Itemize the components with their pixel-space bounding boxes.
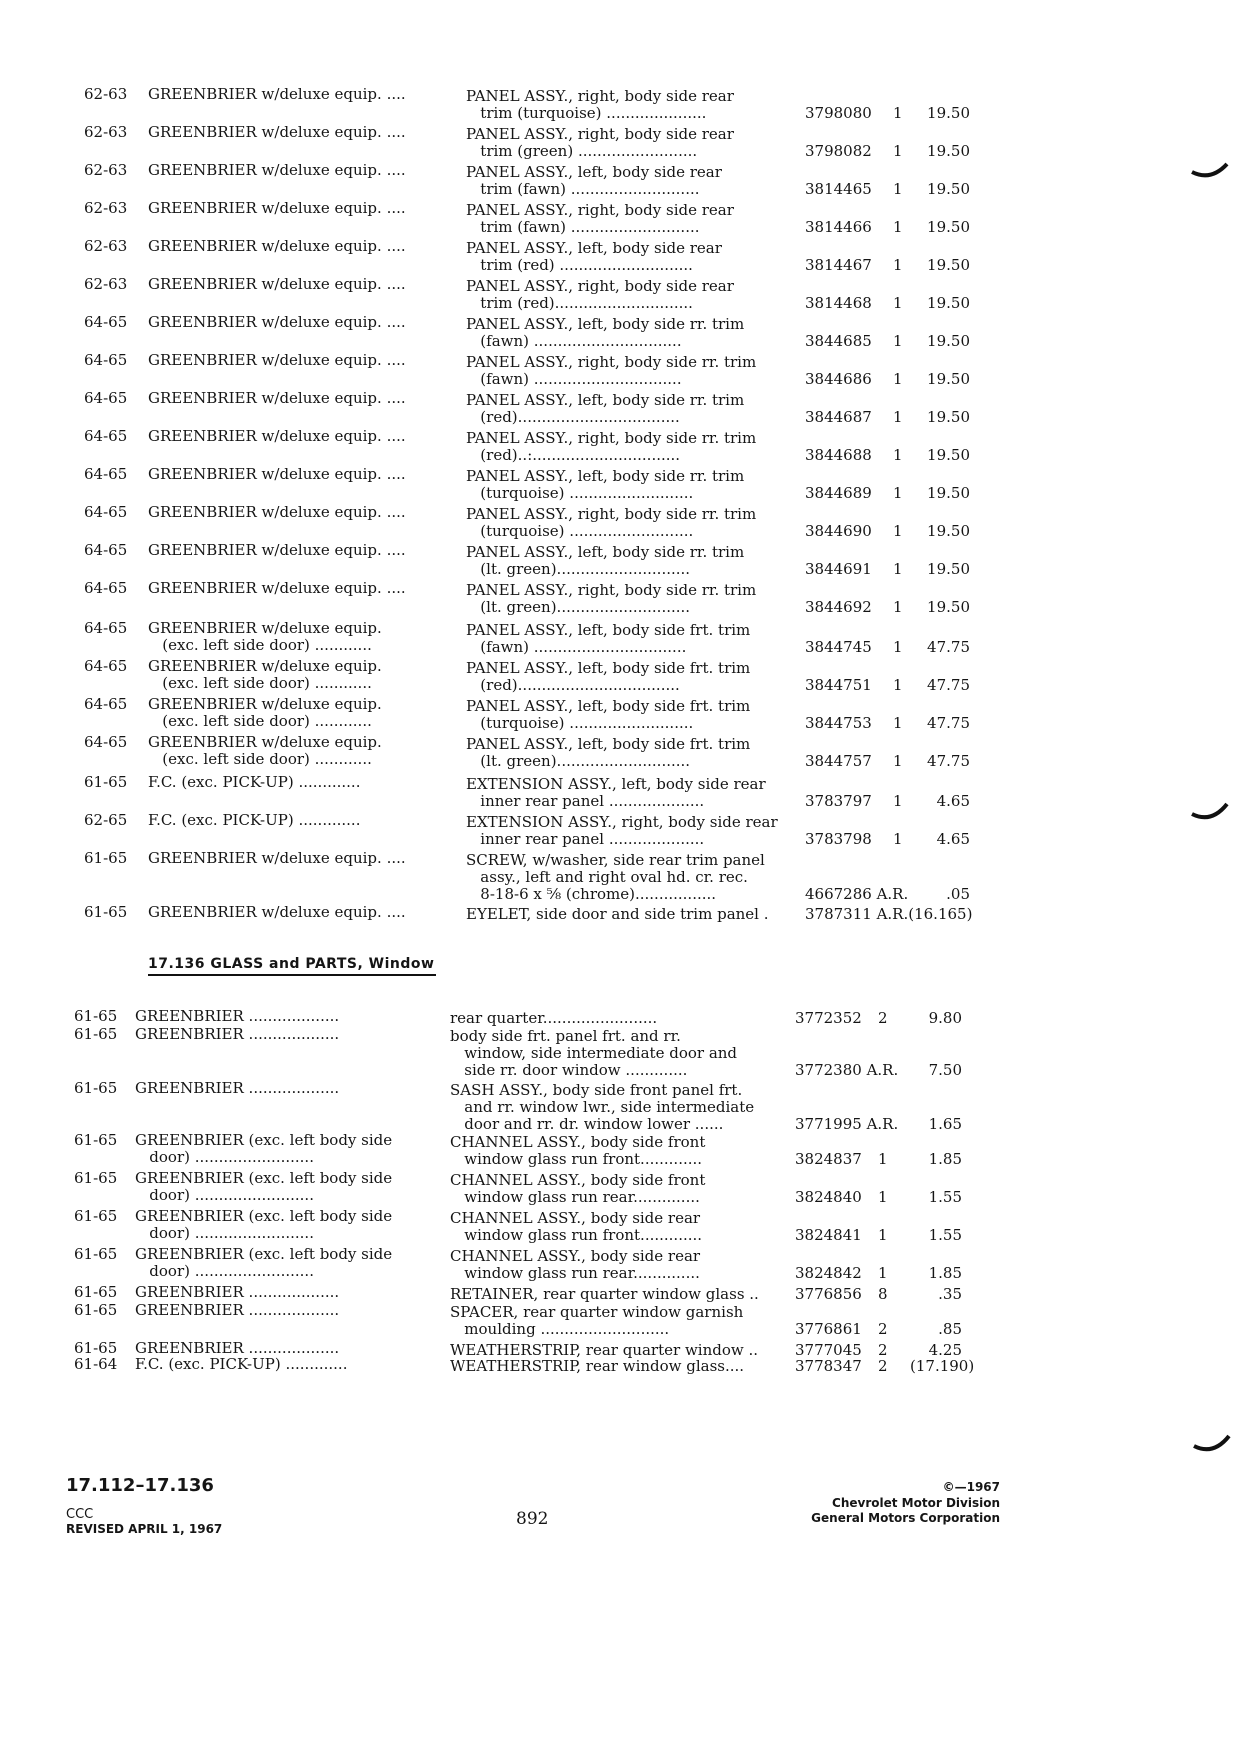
description-line: PANEL ASSY., right, body side rr. trim [466,581,757,599]
quantity: 1 [878,1150,888,1168]
part-number: 3824841 [795,1226,862,1244]
check-mark-icon [1190,800,1230,826]
price: (17.190) [910,1357,975,1375]
application: GREENBRIER ................... [135,1007,340,1025]
application: GREENBRIER w/deluxe equip. .... [148,313,406,331]
description-line: moulding ........................... [450,1320,670,1338]
part-number: 3844691 [805,560,872,578]
year-range: 64-65 [84,657,128,675]
application: GREENBRIER w/deluxe equip. .... [148,427,406,445]
description-line: window glass run rear.............. [450,1264,700,1282]
quantity: 1 [893,484,903,502]
application: GREENBRIER (exc. left body side door) ......................... [135,1245,393,1280]
price: 19.50 [927,294,970,312]
description-line: WEATHERSTRIP, rear quarter window .. [450,1341,759,1359]
quantity: 1 [893,104,903,122]
application: GREENBRIER w/deluxe equip. .... [148,465,406,483]
year-range: 61-65 [84,849,128,867]
description-line: window glass run front............. [450,1150,703,1168]
price: 47.75 [927,638,970,656]
price: 4.65 [936,792,970,810]
quantity: 1 [893,676,903,694]
description-line: trim (green) ......................... [466,142,698,160]
description-line: PANEL ASSY., right, body side rear [466,201,734,219]
year-range: 64-65 [84,389,128,407]
year-range: 61-65 [74,1025,118,1043]
year-range: 64-65 [84,313,128,331]
description-line: PANEL ASSY., left, body side frt. trim [466,697,751,715]
application: GREENBRIER w/deluxe equip. .... [148,903,406,921]
quantity: 1 [893,370,903,388]
application: F.C. (exc. PICK-UP) ............. [148,773,361,791]
part-number: 3783797 [805,792,872,810]
part-number: 3798080 [805,104,872,122]
application: GREENBRIER w/deluxe equip. .... [148,237,406,255]
description-line: SASH ASSY., body side front panel frt. [450,1081,743,1099]
year-range: 61-64 [74,1355,118,1373]
quantity: 8 [878,1285,888,1303]
price: 19.50 [927,142,970,160]
description-line: PANEL ASSY., left, body side rr. trim [466,391,745,409]
price: 4.65 [936,830,970,848]
part-number: 3844751 [805,676,872,694]
quantity: 1 [893,522,903,540]
description-line: trim (red)............................. [466,294,693,312]
year-range: 64-65 [84,541,128,559]
description-line: (turquoise) .......................... [466,714,694,732]
application: GREENBRIER w/deluxe equip. (exc. left side door) ............ [148,657,382,692]
year-range: 64-65 [84,695,128,713]
year-range: 64-65 [84,351,128,369]
description-line: side rr. door window ............. [450,1061,688,1079]
description-line: PANEL ASSY., right, body side rear [466,87,734,105]
year-range: 61-65 [74,1245,118,1263]
part-number: 3798082 [805,142,872,160]
quantity: 1 [893,294,903,312]
part-number: 3771995 A.R. [795,1115,899,1133]
application: GREENBRIER w/deluxe equip. .... [148,503,406,521]
year-range: 62-63 [84,161,128,179]
description-line: (lt. green)............................ [466,752,691,770]
application: GREENBRIER w/deluxe equip. .... [148,351,406,369]
price: .35 [938,1285,962,1303]
price: 9.80 [928,1009,962,1027]
application: GREENBRIER (exc. left body side door) ......................... [135,1207,393,1242]
description-line: trim (fawn) ........................... [466,218,700,236]
part-number: 3844689 [805,484,872,502]
description-line: window, side intermediate door and [450,1044,738,1062]
quantity: 1 [893,792,903,810]
quantity: 2 [878,1009,888,1027]
quantity: 1 [893,598,903,616]
description-line: (red).................................. [466,676,680,694]
quantity: 1 [893,830,903,848]
description-line: (fawn) ................................ [466,638,687,656]
description-line: PANEL ASSY., left, body side frt. trim [466,659,751,677]
quantity: 1 [878,1226,888,1244]
price: 19.50 [927,256,970,274]
price: 47.75 [927,714,970,732]
description-line: CHANNEL ASSY., body side front [450,1171,706,1189]
part-number: 3844757 [805,752,872,770]
year-range: 61-65 [74,1007,118,1025]
year-range: 61-65 [74,1207,118,1225]
description-line: and rr. window lwr., side intermediate [450,1098,755,1116]
quantity: 1 [893,142,903,160]
description-line: PANEL ASSY., left, body side rr. trim [466,467,745,485]
part-number: 3776856 [795,1285,862,1303]
footer-corporation: General Motors Corporation [811,1511,1000,1525]
description-line: PANEL ASSY., right, body side rr. trim [466,429,757,447]
check-mark-icon [1192,1432,1232,1458]
price: 1.55 [928,1226,962,1244]
application: GREENBRIER w/deluxe equip. .... [148,161,406,179]
price: 4.25 [928,1341,962,1359]
price: 19.50 [927,598,970,616]
application: GREENBRIER (exc. left body side door) ......................... [135,1131,393,1166]
quantity: 2 [878,1357,888,1375]
description-line: PANEL ASSY., left, body side rr. trim [466,543,745,561]
price: 1.55 [928,1188,962,1206]
price: 19.50 [927,522,970,540]
part-number: 3844688 [805,446,872,464]
quantity: 1 [893,218,903,236]
application: GREENBRIER w/deluxe equip. (exc. left side door) ............ [148,695,382,730]
description-line: PANEL ASSY., right, body side rr. trim [466,353,757,371]
year-range: 64-65 [84,503,128,521]
part-number: 3844692 [805,598,872,616]
application: GREENBRIER w/deluxe equip. .... [148,389,406,407]
price: 1.85 [928,1264,962,1282]
quantity: 2 [878,1341,888,1359]
price: 19.50 [927,484,970,502]
application: GREENBRIER ................... [135,1301,340,1319]
part-number: 3844687 [805,408,872,426]
application: GREENBRIER w/deluxe equip. (exc. left side door) ............ [148,619,382,654]
part-number: 3844686 [805,370,872,388]
description-line: SCREW, w/washer, side rear trim panel [466,851,765,869]
quantity: 1 [893,446,903,464]
price: 19.50 [927,218,970,236]
price: 7.50 [928,1061,962,1079]
price: 19.50 [927,408,970,426]
description-line: (lt. green)............................ [466,598,691,616]
year-range: 64-65 [84,733,128,751]
quantity: 1 [893,638,903,656]
year-range: 62-65 [84,811,128,829]
part-number: 3844685 [805,332,872,350]
description-line: trim (red) ............................ [466,256,693,274]
application: GREENBRIER w/deluxe equip. .... [148,199,406,217]
check-mark-icon [1190,160,1230,182]
description-line: trim (turquoise) ..................... [466,104,707,122]
part-number: 3814467 [805,256,872,274]
part-number: 3814468 [805,294,872,312]
description-line: inner rear panel .................... [466,792,705,810]
description-line: PANEL ASSY., left, body side frt. trim [466,735,751,753]
price: 19.50 [927,370,970,388]
year-range: 61-65 [74,1301,118,1319]
price: 19.50 [927,560,970,578]
description-line: assy., left and right oval hd. cr. rec. [466,868,748,886]
footer-section-code: 17.112–17.136 [66,1475,214,1496]
description-line: EYELET, side door and side trim panel . [466,905,769,923]
footer-copyright: ©—1967 [942,1480,1000,1494]
part-number: 3777045 [795,1341,862,1359]
quantity: 1 [893,408,903,426]
application: GREENBRIER ................... [135,1079,340,1097]
description-line: PANEL ASSY., right, body side rr. trim [466,505,757,523]
footer-ccc: CCC [66,1507,94,1522]
year-range: 62-63 [84,123,128,141]
quantity: 1 [878,1188,888,1206]
application: F.C. (exc. PICK-UP) ............. [148,811,361,829]
description-line: (red)..:............................... [466,446,681,464]
description-line: PANEL ASSY., right, body side rear [466,277,734,295]
price: 19.50 [927,332,970,350]
part-number: 3776861 [795,1320,862,1338]
quantity: 1 [893,180,903,198]
price: 47.75 [927,752,970,770]
description-line: PANEL ASSY., right, body side rear [466,125,734,143]
price: .85 [938,1320,962,1338]
part-number: 3772380 A.R. [795,1061,899,1079]
price: 47.75 [927,676,970,694]
part-number: 3814466 [805,218,872,236]
description-line: trim (fawn) ........................... [466,180,700,198]
quantity: 1 [878,1264,888,1282]
description-line: PANEL ASSY., left, body side rear [466,239,722,257]
part-number: 3783798 [805,830,872,848]
part-number: 3824842 [795,1264,862,1282]
year-range: 64-65 [84,579,128,597]
description-line: CHANNEL ASSY., body side rear [450,1247,701,1265]
application: GREENBRIER w/deluxe equip. (exc. left side door) ............ [148,733,382,768]
part-number: 3787311 A.R.(16.165) [805,905,973,923]
year-range: 61-65 [74,1283,118,1301]
description-line: door and rr. dr. window lower ...... [450,1115,724,1133]
part-number: 3778347 [795,1357,862,1375]
application: GREENBRIER w/deluxe equip. .... [148,579,406,597]
year-range: 62-63 [84,199,128,217]
part-number: 3824840 [795,1188,862,1206]
application: GREENBRIER (exc. left body side door) ......................... [135,1169,393,1204]
quantity: 1 [893,256,903,274]
part-number: 3772352 [795,1009,862,1027]
year-range: 64-65 [84,465,128,483]
quantity: 1 [893,560,903,578]
price: 19.50 [927,104,970,122]
part-number: 3824837 [795,1150,862,1168]
year-range: 62-63 [84,85,128,103]
description-line: SPACER, rear quarter window garnish [450,1303,744,1321]
footer-revised: REVISED APRIL 1, 1967 [66,1522,223,1536]
part-number: 3844690 [805,522,872,540]
year-range: 61-65 [74,1131,118,1149]
year-range: 61-65 [84,903,128,921]
year-range: 62-63 [84,275,128,293]
price: 19.50 [927,446,970,464]
description-line: body side frt. panel frt. and rr. [450,1027,681,1045]
part-number: 3814465 [805,180,872,198]
description-line: CHANNEL ASSY., body side front [450,1133,706,1151]
year-range: 61-65 [74,1079,118,1097]
part-number: 3844745 [805,638,872,656]
application: GREENBRIER ................... [135,1339,340,1357]
quantity: 1 [893,714,903,732]
application: GREENBRIER w/deluxe equip. .... [148,123,406,141]
description-line: (red).................................. [466,408,680,426]
price: 1.65 [928,1115,962,1133]
description-line: (fawn) ............................... [466,332,682,350]
quantity: 1 [893,332,903,350]
quantity: 2 [878,1320,888,1338]
year-range: 64-65 [84,427,128,445]
description-line: PANEL ASSY., left, body side frt. trim [466,621,751,639]
description-line: rear quarter........................ [450,1009,658,1027]
description-line: CHANNEL ASSY., body side rear [450,1209,701,1227]
price: 19.50 [927,180,970,198]
application: GREENBRIER ................... [135,1025,340,1043]
description-line: (fawn) ............................... [466,370,682,388]
description-line: (turquoise) .......................... [466,522,694,540]
description-line: EXTENSION ASSY., left, body side rear [466,775,766,793]
application: GREENBRIER w/deluxe equip. .... [148,85,406,103]
description-line: WEATHERSTRIP, rear window glass.... [450,1357,745,1375]
page-number: 892 [516,1509,549,1529]
application: GREENBRIER ................... [135,1283,340,1301]
section-title: 17.136 GLASS and PARTS, Window [148,956,436,976]
year-range: 61-65 [74,1169,118,1187]
price: .05 [946,885,970,903]
description-line: window glass run rear.............. [450,1188,700,1206]
description-line: (lt. green)............................ [466,560,691,578]
description-line: (turquoise) .......................... [466,484,694,502]
year-range: 62-63 [84,237,128,255]
part-number: 4667286 A.R. [805,885,909,903]
description-line: window glass run front............. [450,1226,703,1244]
year-range: 64-65 [84,619,128,637]
year-range: 61-65 [84,773,128,791]
description-line: PANEL ASSY., left, body side rr. trim [466,315,745,333]
footer-division: Chevrolet Motor Division [832,1496,1000,1510]
application: GREENBRIER w/deluxe equip. .... [148,849,406,867]
description-line: PANEL ASSY., left, body side rear [466,163,722,181]
application: GREENBRIER w/deluxe equip. .... [148,275,406,293]
year-range: 61-65 [74,1339,118,1357]
description-line: EXTENSION ASSY., right, body side rear [466,813,778,831]
quantity: 1 [893,752,903,770]
application: GREENBRIER w/deluxe equip. .... [148,541,406,559]
description-line: 8-18-6 x ⅝ (chrome)................. [466,885,717,903]
price: 1.85 [928,1150,962,1168]
description-line: RETAINER, rear quarter window glass .. [450,1285,759,1303]
part-number: 3844753 [805,714,872,732]
description-line: inner rear panel .................... [466,830,705,848]
application: F.C. (exc. PICK-UP) ............. [135,1355,348,1373]
